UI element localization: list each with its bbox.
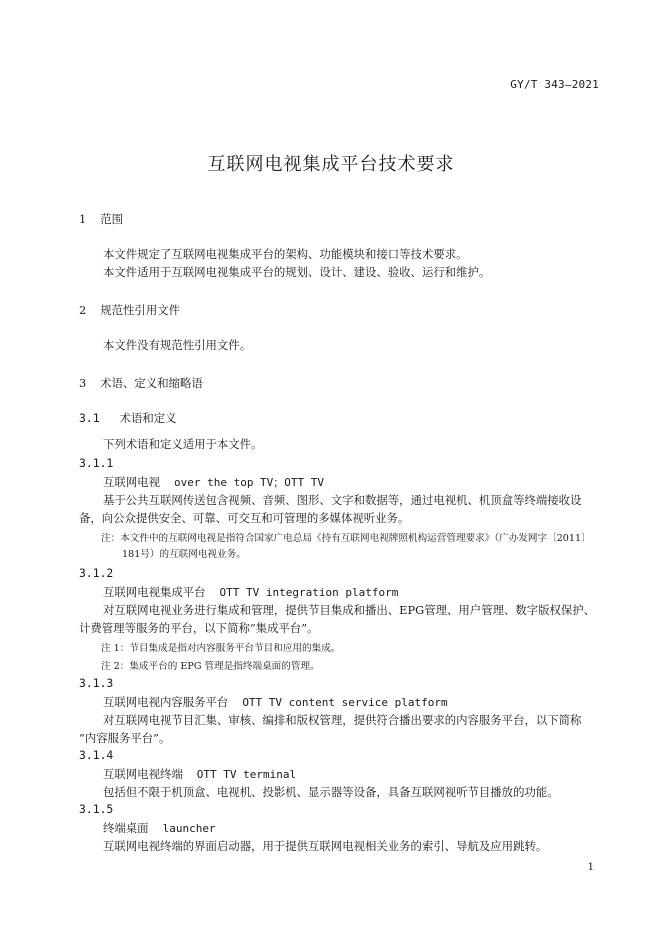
term-english: launcher [162, 822, 216, 835]
term-chinese: 互联网电视内容服务平台 [103, 695, 229, 709]
definition-line: 备，向公众提供安全、可靠、可交互和可管理的多媒体视听业务。 [79, 511, 410, 525]
section-3-heading [79, 375, 203, 391]
definition-line: 互联网电视终端的界面启动器，用于提供互联网电视相关业务的索引、导航及应用跳转。 [103, 839, 548, 853]
document-title: 互联网电视集成平台技术要求 [207, 154, 455, 175]
note: 注 2：集成平台的 EPG 管理是指终端桌面的管理。 [101, 661, 320, 672]
term-chinese: 互联网电视 [103, 475, 160, 489]
term-number: 3.1.5 [79, 802, 114, 816]
definition-line: 对互联网电视业务进行集成和管理，提供节目集成和播出、EPG管理、用户管理、数字版权保护、 [103, 603, 596, 617]
term-number: 3.1.2 [79, 566, 114, 580]
page-number: 1 [587, 862, 594, 873]
term-english: OTT TV content service platform [242, 696, 448, 709]
term-chinese: 终端桌面 [103, 821, 149, 835]
note [101, 530, 591, 544]
section-title: 术语、定义和缩略语 [100, 376, 203, 390]
section-number: 2 [79, 303, 87, 317]
note-continuation: 181号）的互联网电视业务。 [122, 549, 246, 560]
definition-line: 计费管理等服务的平台，以下简称“集成平台”。 [79, 621, 319, 635]
section-number: 1 [79, 212, 87, 226]
section-1-heading [79, 211, 123, 227]
term-entry [103, 474, 324, 490]
term-english: OTT TV terminal [196, 768, 297, 781]
term-entry [103, 820, 216, 836]
definition-line: 包括但不限于机顶盒、电视机、投影机、显示器等设备，具备互联网视听节目播放的功能。 [103, 785, 559, 799]
subsection-3-1-heading [79, 410, 177, 426]
section-title: 规范性引用文件 [100, 303, 180, 317]
note: 注 1：节目集成是指对内容服务平台节目和应用的集成。 [101, 643, 341, 654]
paragraph: 本文件适用于互联网电视集成平台的规划、设计、建设、验收、运行和维护。 [103, 265, 491, 279]
term-entry [103, 584, 398, 600]
term-number: 3.1.1 [79, 456, 114, 470]
definition-line: 基于公共互联网传送包含视频、音频、图形、文字和数据等，通过电视机、机顶盒等终端接收设 [103, 493, 582, 507]
definition-line: “内容服务平台”。 [79, 731, 171, 745]
paragraph: 本文件规定了互联网电视集成平台的架构、功能模块和接口等技术要求。 [103, 247, 468, 261]
note-text: 本文件中的互联网电视是指符合国家广电总局《持有互联网电视牌照机构运营管理要求》（广办发网字〔2011〕 [120, 533, 591, 544]
note-label: 注： [101, 533, 121, 544]
standard-code: GY/T 343—2021 [510, 78, 599, 91]
term-english: over the top TV；OTT TV [173, 476, 325, 489]
term-number: 3.1.3 [79, 676, 114, 690]
subsection-number: 3.1 [79, 411, 100, 425]
definition-line: 对互联网电视节目汇集、审核、编排和版权管理，提供符合播出要求的内容服务平台，以下简称 [103, 713, 582, 727]
subsection-title: 术语和定义 [119, 411, 177, 425]
term-chinese: 互联网电视集成平台 [103, 585, 206, 599]
paragraph: 本文件没有规范性引用文件。 [103, 338, 252, 352]
section-2-heading [79, 302, 180, 318]
section-number: 3 [79, 376, 87, 390]
term-number: 3.1.4 [79, 748, 114, 762]
paragraph: 下列术语和定义适用于本文件。 [103, 437, 263, 451]
term-entry [103, 694, 448, 710]
term-entry [103, 766, 296, 782]
term-english: OTT TV integration platform [219, 586, 399, 599]
section-title: 范围 [100, 212, 124, 226]
term-chinese: 互联网电视终端 [103, 767, 183, 781]
